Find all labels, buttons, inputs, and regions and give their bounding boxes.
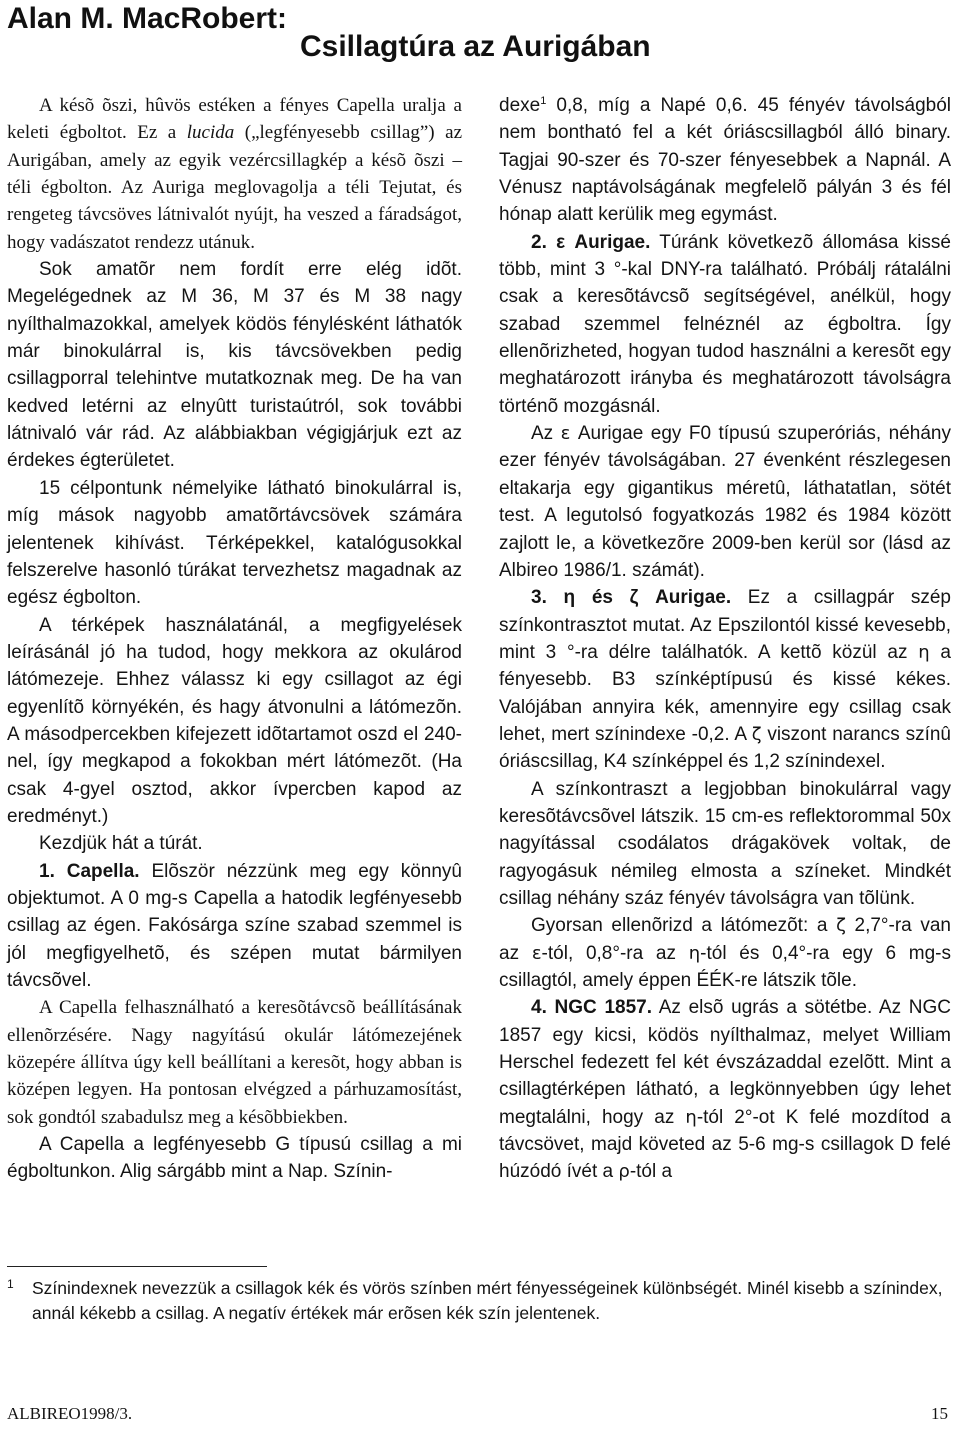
- section-heading-eta-zeta: 3. η és ζ Aurigae.: [531, 587, 732, 609]
- greek-zeta: ζ: [751, 723, 762, 745]
- greek-zeta: ζ: [836, 915, 846, 937]
- paragraph-field-check: Gyorsan ellenõrizd a látómezõt: a ζ 2,7°-ra van az ε-tól, 0,8°-ra az η-tól és 0,4°-ra egy 6 mg-s csillagtól, amely éppen ÉÉK-re látszik tõle.: [499, 915, 951, 991]
- section-eta-zeta-aurigae: 3. η és ζ Aurigae. Ez a csillagpár szép színkontrasztot mutat. Az Epszilontól kissé kevesebb, mint 3 °-ra délre találhatók. A kettõ közül az η a fényesebb. B3 színképtípusú és kissé kékes. Valójában annyira kék, amennyire egy csillag csak lehet, mert színindexe -0,2. A ζ viszont narancs színû óriáscsillag, K4 színképpel és 1,2 színindexel.: [499, 587, 951, 773]
- footnote-divider: [7, 1266, 267, 1267]
- paragraph-color-contrast: A színkontraszt a legjobban binokulárral vagy keresõtávcsõvel látszik. 15 cm-es reflektorommal 50x nagyítással csodálatos drágakövek voltak, de ragyogásuk némileg elmosta a színeket. Mindkét csillag néhány száz fényév távolságra van tõlünk.: [499, 778, 951, 909]
- greek-eta: η: [688, 942, 701, 964]
- author-name: Alan M. MacRobert:: [7, 2, 288, 35]
- paragraph-targets: 15 célpontunk némelyike látható binokulárral is, míg mások nagyobb amatõrtávcsövek számára jelentenek kihívást. Térképekkel, katalógusokkal felszerelve hasonló túrákat tervezhetsz magadnak az egész égbolton.: [7, 477, 462, 609]
- footnote-number: 1: [7, 1277, 14, 1291]
- greek-rho: ρ: [618, 1161, 630, 1183]
- page-number: 15: [931, 1404, 948, 1423]
- section-epsilon-aurigae: 2. ε Aurigae. Túránk következõ állomása kissé több, mint 3 °-kal DNY-ra található. Próbálj rátalálni csak a keresõtávcsõ segítségével, anélkül, hogy szabad szemmel felnéznél az égboltra. Így ellenõrizheted, hogyan tudod használni a keresõt egy meghatározott irányba és meghatározott távolságra történõ mozgásnál.: [499, 231, 951, 417]
- paragraph-field-of-view: A térképek használatánál, a megfigyelések leírásánál jó ha tudod, hogy mekkora az okulárod látómezeje. Ehhez válassz ki egy csillagot az égi egyenlítõ környékén, és hagy átvonulni a látómezõn. A másodpercekben kifejezett idõtartamot oszd el 240-nel, így megkapod a fokokban mért látómezõt. (Ha csak 4-gyel osztod, akkor ívpercben kapod az eredményt.): [7, 614, 462, 827]
- section-heading-capella: 1. Capella.: [39, 860, 140, 882]
- paragraph-epsilon-details: Az ε Aurigae egy F0 típusú szuperóriás, néhány ezer fényév távolságában. 27 évenként részlegesen eltakarja egy gigantikus méretû, láthatatlan, sötét test. A legutolsó fogyatkozás 1982 és 1984 között zajlott le, a következõre 2009-ben kerül sor (lásd az Albireo 1986/1. számát).: [499, 423, 951, 581]
- greek-eta: η: [918, 641, 930, 663]
- footnote-text: Színindexnek nevezzük a csillagok kék és vörös színben mért fényességeinek különbségét. Minél kisebb a színindex, annál kékebb a csillag. A negatív értékek már erõsen kék szín jelentenek.: [32, 1278, 943, 1323]
- left-column: [7, 92, 462, 1186]
- article-title: Csillagtúra az Aurigában: [300, 30, 651, 63]
- section-ngc-1857: 4. NGC 1857. Az elsõ ugrás a sötétbe. Az NGC 1857 egy kicsi, ködös nyílthalmaz, melyet William Herschel fedezett fel két évszázaddal ezelõtt. Mint a csillagtérképen látható, a legkönnyebben úgy lehet megtalálni, hogy az η-tól 2°-ot K felé mozdítod a távcsövet, majd követed az 5-6 mg-s csillagok D felé húzódó ívét a ρ-tól a: [499, 997, 951, 1183]
- paragraph-amateurs: Sok amatõr nem fordít erre elég idõt. Megelégednek az M 36, M 37 és M 38 nagy nyílthalmazokkal, amelyek ködös fénylésként láthatók már binokulárral is, kis távcsövekben pedig csillagporral telehintve mutatkoznak meg. De ha van kedved letérni az elnyûtt turistaútról, sok további látnivaló vár rád. Az alábbiakban végigjárjuk ezt az érdekes égterületet.: [7, 259, 462, 472]
- greek-epsilon: ε: [531, 942, 542, 964]
- journal-issue: ALBIREO1998/3.: [7, 1404, 133, 1423]
- right-column: [499, 92, 951, 1186]
- section-capella: 1. Capella. Elõször nézzünk meg egy könnyû objektumot. A 0 mg-s Capella a hatodik legfényesebb csillag az égen. Fakósárga színe szabad szemmel is jól megfigyelhetõ, és szépen mutat bármilyen távcsõvel.: [7, 860, 462, 991]
- footnote: [7, 1276, 947, 1326]
- paragraph-capella-continued: dexe$^1$ 0,8, míg a Napé 0,6. 45 fényév távolságból nem bontható fel a két óriáscsillagból álló binary. Tagjai 90-szer és 70-szer fényesebbek a Napnál. A Vénusz naptávolságának megfelelõ pályán 3 és fél hónap alatt kerülik meg egymást.: [499, 95, 951, 226]
- section-heading-ngc-1857: 4. NGC 1857.: [531, 997, 653, 1019]
- lucida-term: lucida: [186, 122, 235, 144]
- footnote-ref: 1: [540, 95, 547, 107]
- greek-eta: η: [685, 1106, 697, 1128]
- paragraph-start: Kezdjük hát a túrát.: [39, 833, 203, 855]
- greek-epsilon: ε: [560, 423, 571, 445]
- paragraph-finder: A Capella felhasználható a keresõtávcsõ beállításának ellenõrzésére. Nagy nagyítású okulár látómezejének közepére állítva úgy kell beállítani a keresõt, hogy abban is középen legyen. Ha pontosan elvégzed a párhuzamosítást, sok gondtól szabadulsz meg a késõbbiekben.: [7, 997, 462, 1128]
- paragraph-intro: A késõ õszi, hûvös estéken a fényes Capella uralja a keleti égboltot. Ez a lucida („legfényesebb csillag”) az Aurigában, amely az egyik vezércsillagkép a késõ õszi – téli égbolton. Az Auriga meglovagolja a téli Tejutat, és rengeteg távcsöves látnivalót nyújt, ha veszed a fáradságot, hogy vadászatot rendezz utánuk.: [7, 95, 462, 253]
- section-heading-epsilon: 2. ε Aurigae.: [531, 231, 651, 253]
- paragraph-capella-type: A Capella a legfényesebb G típusú csillag a mi égboltunkon. Alig sárgább mint a Nap. Színin-: [7, 1134, 462, 1183]
